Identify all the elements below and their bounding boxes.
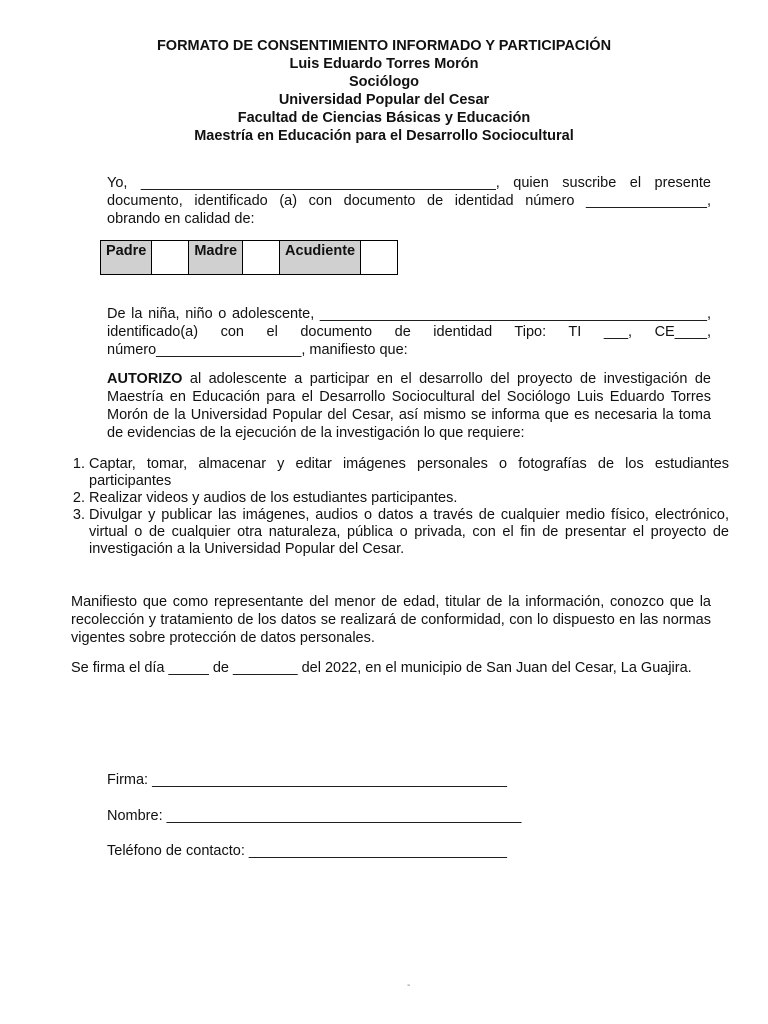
mother-checkbox[interactable]	[243, 241, 280, 275]
intro-line-1: Yo, ____________________________________________, quien suscribe el presente	[107, 175, 711, 191]
document-title: FORMATO DE CONSENTIMIENTO INFORMADO Y PARTICIPACIÓN	[156, 38, 612, 54]
authorize-paragraph	[107, 370, 711, 442]
author-profession: Sociólogo	[348, 74, 420, 90]
minor-line-2: identificado(a) con el documento de identidad Tipo: TI ___, CE____,	[107, 324, 711, 340]
list-item: 2. Realizar videos y audios de los estudiantes participantes.	[89, 490, 729, 507]
father-label: Padre	[101, 241, 152, 275]
list-item: 1. Captar, tomar, almacenar y editar imágenes personales o fotografías de los estudiantes participantes	[89, 456, 729, 490]
relationship-table	[100, 240, 398, 275]
page-footer-mark: -	[407, 980, 411, 991]
guardian-checkbox[interactable]	[361, 241, 398, 275]
father-checkbox[interactable]	[152, 241, 189, 275]
declaration-paragraph: Manifiesto que como representante del menor de edad, titular de la información, conozco que la recolección y tratamiento de los datos se realizará de conformidad, con lo dispuesto en las normas vigentes sobre protección de datos personales.	[71, 594, 711, 646]
faculty-name: Facultad de Ciencias Básicas y Educación	[237, 110, 531, 126]
program-name: Maestría en Educación para el Desarrollo Sociocultural	[194, 128, 574, 144]
author-name: Luis Eduardo Torres Morón	[289, 56, 479, 72]
name-line[interactable]: Nombre: ____________________________________________	[107, 808, 522, 824]
minor-paragraph	[107, 305, 711, 359]
intro-paragraph	[107, 174, 711, 228]
university-name: Universidad Popular del Cesar	[278, 92, 490, 108]
authorize-keyword: AUTORIZO	[107, 371, 183, 387]
list-item: 3. Divulgar y publicar las imágenes, audios o datos a través de cualquier medio físico, electrónico, virtual o de cualquier otra naturaleza, pública o privada, con el fin de presentar el proyecto de investigación a la Universidad Popular del Cesar.	[89, 507, 729, 558]
guardian-label: Acudiente	[280, 241, 361, 275]
intro-line-3: obrando en calidad de:	[107, 211, 255, 227]
minor-line-1: De la niña, niño o adolescente, ________________________________________________,	[107, 306, 711, 322]
signature-line[interactable]: Firma: ____________________________________________	[107, 772, 507, 788]
phone-line[interactable]: Teléfono de contacto: ________________________________	[107, 843, 507, 859]
authorize-text: al adolescente a participar en el desarrollo del proyecto de investigación de Maestría en Educación para el Desarrollo Sociocultural del Sociólogo Luis Eduardo Torres Morón de la Universidad Popular del Cesar, así mismo se informa que es necesaria la toma de evidencias de la ejecución de la investigación lo que requiere:	[107, 371, 711, 441]
requirements-list	[71, 456, 729, 558]
intro-line-2: documento, identificado (a) con documento de identidad número _______________,	[107, 193, 711, 209]
signed-date-paragraph: Se firma el día _____ de ________ del 2022, en el municipio de San Juan del Cesar, La Guajira.	[71, 660, 692, 676]
mother-label: Madre	[189, 241, 243, 275]
minor-line-3: número__________________, manifiesto que:	[107, 342, 408, 358]
document-header	[0, 37, 768, 145]
